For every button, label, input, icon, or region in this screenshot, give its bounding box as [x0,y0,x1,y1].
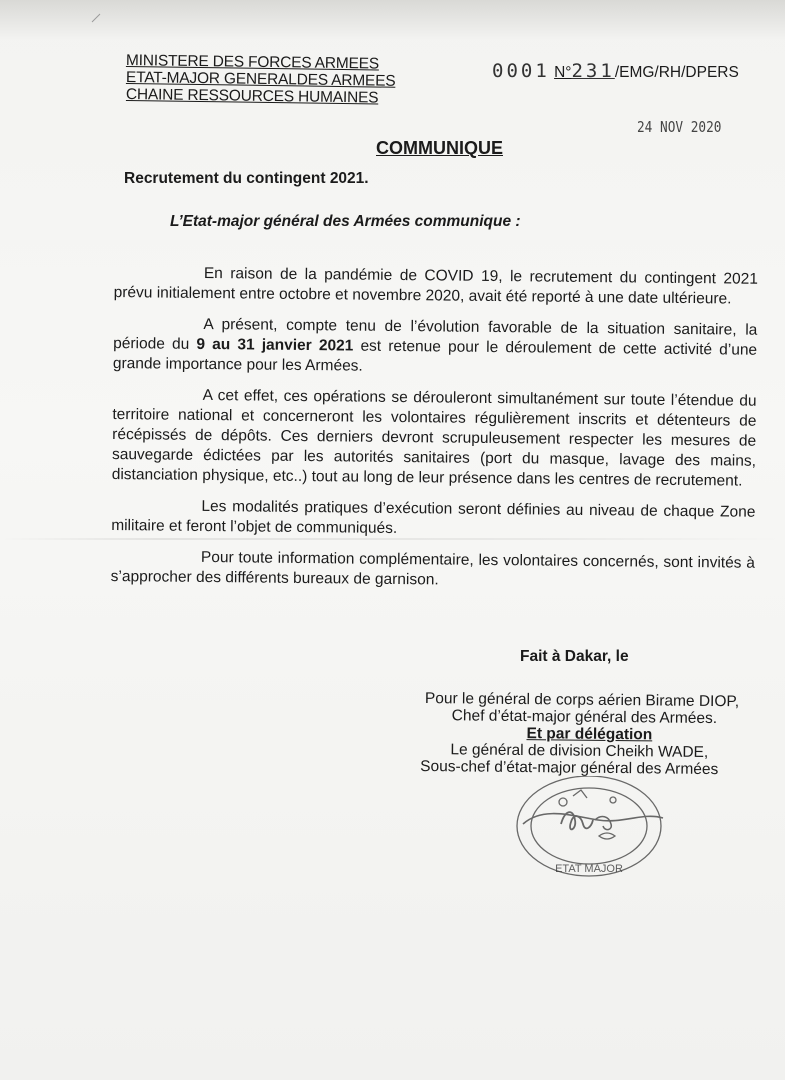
period-text-after: est retenue pour le déroulement de cette activité d’une grande importance pour les Armées. [112,337,758,375]
corner-mark-icon [90,12,102,24]
header-staff: ETAT-MAJOR GENERALDES ARMEES [125,69,396,90]
period-dates: 9 au 31 janvier 2021 [196,335,354,355]
signature-line-1: Pour le général de corps aérien Birame DIOP, [424,690,740,711]
official-seal-stamp [503,776,673,896]
document-body [110,263,757,605]
header-chain: CHAINE RESSOURCES HUMAINES [125,86,379,107]
paper-fold-shadow [0,0,785,40]
handwritten-number: 231 [571,60,615,82]
signature-line-5: Sous-chef d’état-major général des Armées [420,757,719,779]
document-title: COMMUNIQUE [376,138,503,158]
date-stamp: 24 NOV 2020 [637,118,722,136]
paragraph-modalities: Les modalités pratiques d’exécution seront définies au niveau de chaque Zone militaire et feront l’objet de communiqués. [111,497,756,537]
signature-line-2: Chef d’état-major général des Armées. [451,707,718,728]
header-ministry: MINISTERE DES FORCES ARMEES [125,52,380,73]
document-subject: Recrutement du contingent 2021. [124,170,369,187]
seal-text: ETAT MAJOR [555,863,623,875]
paragraph-information: Pour toute information complémentaire, les volontaires concernés, sont invités à s’approcher des différents bureaux de garnison. [110,548,755,589]
period-text-before: A présent, compte tenu de l’évolution favorable de la situation sanitaire, la période du [113,315,758,353]
reference-number [492,60,739,82]
signature-delegation: Et par délégation [526,725,653,744]
reference-suffix: /EMG/RH/DPERS [614,64,739,81]
signature-block [420,690,755,779]
paragraph-operations: A cet effet, ces opérations se dérouleront simultanément sur toute l’étendue du territoire national et concerneront les volontaires régulièrement inscrits et détenteurs de récépissés de dépôts. Ces derniers devront scrupuleusement respecter les mesures de sauvegarde édictées par les autorités sanitaires (port du masque, lavage des mains, distanciation physique, etc..) tout au long de leur présence dans les centres de recrutement. [111,386,757,490]
ministry-header [125,52,396,107]
paragraph-period [113,314,758,381]
paragraph-covid: En raison de la pandémie de COVID 19, le recrutement du contingent 2021 prévu initialement entre octobre et novembre 2020, avait été reporté à une date ultérieure. [113,264,758,308]
stamped-number: 0001 [492,60,550,82]
document-intro: L’Etat-major général des Armées communique : [170,213,521,230]
signature-line-4: Le général de division Cheikh WADE, [450,741,709,761]
place-date-line: Fait à Dakar, le [520,648,629,665]
number-label: N° [554,64,572,81]
